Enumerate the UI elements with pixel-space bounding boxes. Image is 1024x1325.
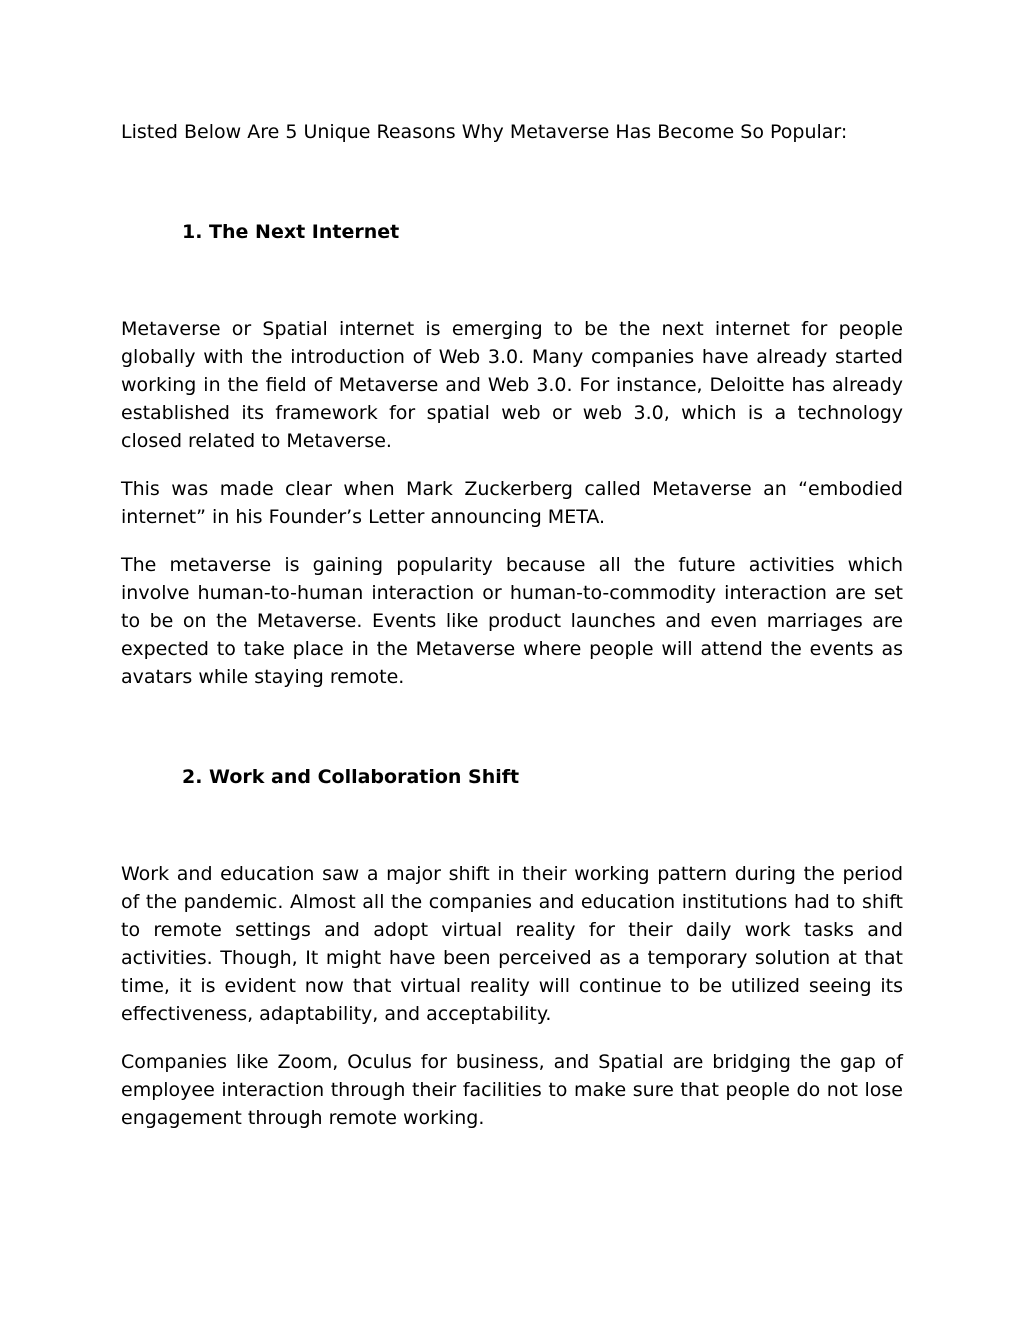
section-body-work-collaboration: [121, 860, 903, 1152]
intro-text: Listed Below Are 5 Unique Reasons Why Metaverse Has Become So Popular:: [121, 121, 848, 143]
section-body-next-internet: [121, 315, 903, 711]
paragraph: This was made clear when Mark Zuckerberg called Metaverse an “embodied internet” in his Founder’s Letter announcing META.: [121, 478, 903, 528]
paragraph: The metaverse is gaining popularity because all the future activities which involve human-to-human interaction or human-to-commodity interaction are set to be on the Metaverse. Events like product launches and even marriages are expected to take place in the Metaverse where people will attend the events as avatars while staying remote.: [121, 554, 903, 688]
section-heading-work-collaboration: 2. Work and Collaboration Shift: [182, 766, 520, 788]
paragraph: Companies like Zoom, Oculus for business, and Spatial are bridging the gap of employee interaction through their facilities to make sure that people do not lose engagement through remote working.: [121, 1051, 903, 1129]
paragraph: Work and education saw a major shift in their working pattern during the period of the pandemic. Almost all the companies and education institutions had to shift to remote settings and adopt virtual reality for their daily work tasks and activities. Though, It might have been perceived as a temporary solution at that time, it is evident now that virtual reality will continue to be utilized seeing its effectiveness, adaptability, and acceptability.: [121, 863, 903, 1025]
paragraph: Metaverse or Spatial internet is emerging to be the next internet for people globally with the introduction of Web 3.0. Many companies have already started working in the field of Metaverse and Web 3.0. For instance, Deloitte has already established its framework for spatial web or web 3.0, which is a technology closed related to Metaverse.: [121, 318, 903, 452]
section-heading-next-internet: 1. The Next Internet: [182, 221, 400, 243]
